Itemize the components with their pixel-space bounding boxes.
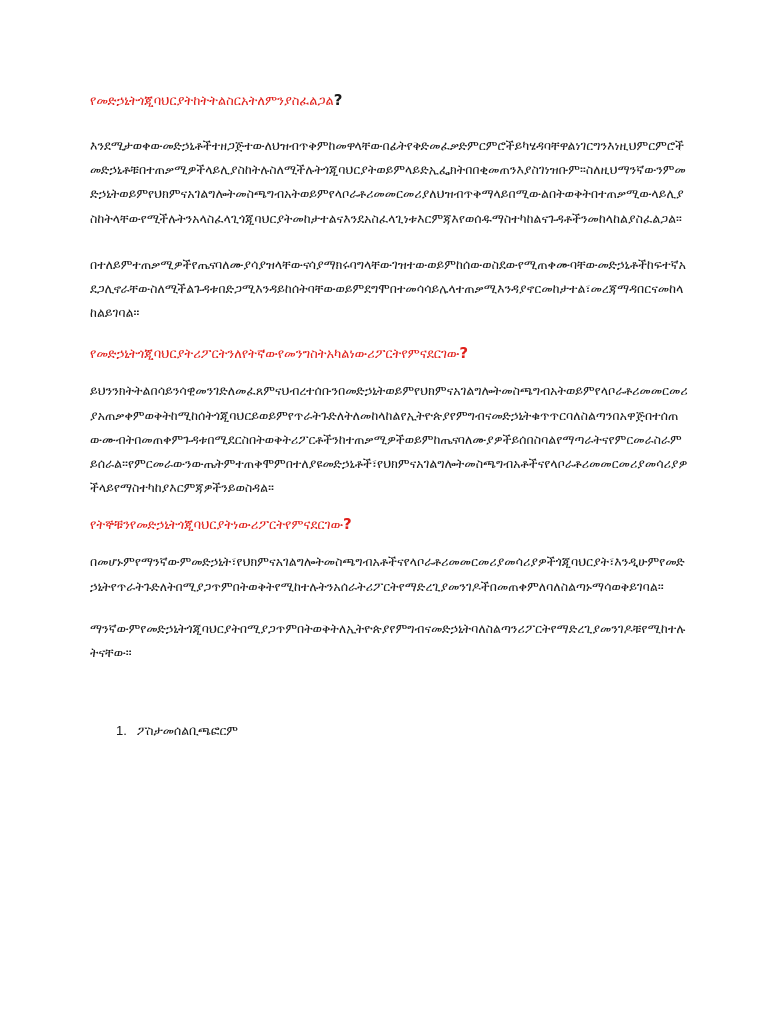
paragraph-3: ይህንንክትትልበሳይንሳዊመንገድለመፈጸምናህብረተሰቡንበመድኃኒትወይምየህክምናአገልግሎትመስጫግብአትወይምየላቦራቶሪመመርመሪያአጠቃቀምወቅትከሚከሰትጎጂባህርይወይምየጥራትጉድለትለመከላከልየኢትዮጵያየምግብናመድኃኒትቁጥጥርባለስልጣንበአዋጅበተሰጠውሙብትበመጠቀምጉዳቱበሚደርስበትወቅትሪፖርቶችንከተጠቃሚዎችወይምከጤናባለሙያዎችይሰበስባልየማጣራትናየምርመራስራምይሰራል።የምርመራውንውጤትምተጠቅሞምበተለያዩመድኃኒቶች፣የህክምናአገልግሎትመስጫግብአቶችናየላቦራቶሪመመርመሪያመሳሪያዎችላይየማስተካከያእርምጃዎችንይወስዳል። [90, 383, 688, 496]
paragraph-1: እንደሚታወቀውመድኃኒቶችተዘጋጅተውለህዝብጥቅምከመዋላቸውበፊትየቅድመፈቃድምርምሮችይካሄዳባቸዋልነገርግንእነዚህምርምሮችመድኃኒቶቹበተጠቃሚዎችላይሊያስከትሉስለሚችሉትጎጂባህርያትወይምላይድኢፌክትበበቂመጠንእያስገነዝቡም።ስለዚህማንኛውንምመድኃኒትወይምየህክምናአገልግሎትመስጫግብአትወይምየላቦራቶሪመመርመሪያለህዝብጥቅማላይበሚውልበትወቅትበተጠቃሚውላይሊያስከትላቸውየሚችሉትንአላስፈላጊጎጂባህርያትመከታተልናእንደአስፈላጊነቱእርምጃእየወሰዱማስተካከልናጉዳቶችንመከላከልያስፈልጋል። [90, 138, 686, 226]
paragraph-5: ማንኛውምየመድኃኒትጎጂባህርያትበሚያጋጥምበትወቅትለኢትዮጵያየምግብናመድኃኒትባለስልጣንሪፖርትየማድረጊያመንገዶቹየሚከተሉትናቸው። [90, 620, 686, 661]
heading-1-question-mark: ? [333, 91, 343, 109]
heading-2-question-mark: ? [459, 344, 469, 363]
list-item-number: 1. [116, 723, 127, 739]
section-heading-1 [90, 90, 688, 112]
list-item [116, 719, 688, 743]
heading-1-text: የመድኃኒትጎጂባህርያትከትትልስርአትለምንያስፈልጋል [90, 94, 334, 109]
section-heading-2 [90, 343, 688, 365]
paragraph-4: በመሆኑምየማንኛውምመድኃኒት፣የህክምናአገልግሎትመስጫግብአቶችናየላቦራቶሪመመርመሪያመሳሪያዎችጎጂባህርያት፣እንዲሁምየመድኃኒትየጥራትጉድለትበሚያጋጥምበትወቅትየሚከተሉትንአሰራትሪፖርትየማድረጊያመንገዶችበመጠቀምለባለስልጣኑማሳወቅይገባል። [90, 554, 685, 594]
paragraph-2: በተለይምተጠቃሚዎችየጤናባለሙያሳያዝላቸውናሳያማክሩባግላቸውገዝተውወይምከሰውወስደውየሚጠቀሙባቸውመድኃኒቶችከፍተኛአደጋሊኖራቸውስለሚችልጉዳቱበድጋሚእንዳይከሰትባቸውወይምደግሞበተመሳሳይሌላተጠቃሚእንዳያኖርመከታተል፣መረጃማዳበርናመከላከልይገባል። [90, 256, 686, 321]
heading-3-question-mark: ? [343, 515, 352, 534]
numbered-list [90, 719, 688, 743]
section-heading-3 [90, 514, 688, 536]
heading-2-text: የመድኃኒትጎጂባህርያትሪፖርትንለየትኛውየመንግስትአካልነውሪፖርትየምናደርገው [90, 347, 460, 363]
heading-3-text: የትኞቹንየመድኃኒትጎጂባህርያትነውሪፖርትየምናደርገው [90, 518, 344, 534]
list-item-text: ፖስታመሰልቢጫፎርም [136, 723, 238, 739]
